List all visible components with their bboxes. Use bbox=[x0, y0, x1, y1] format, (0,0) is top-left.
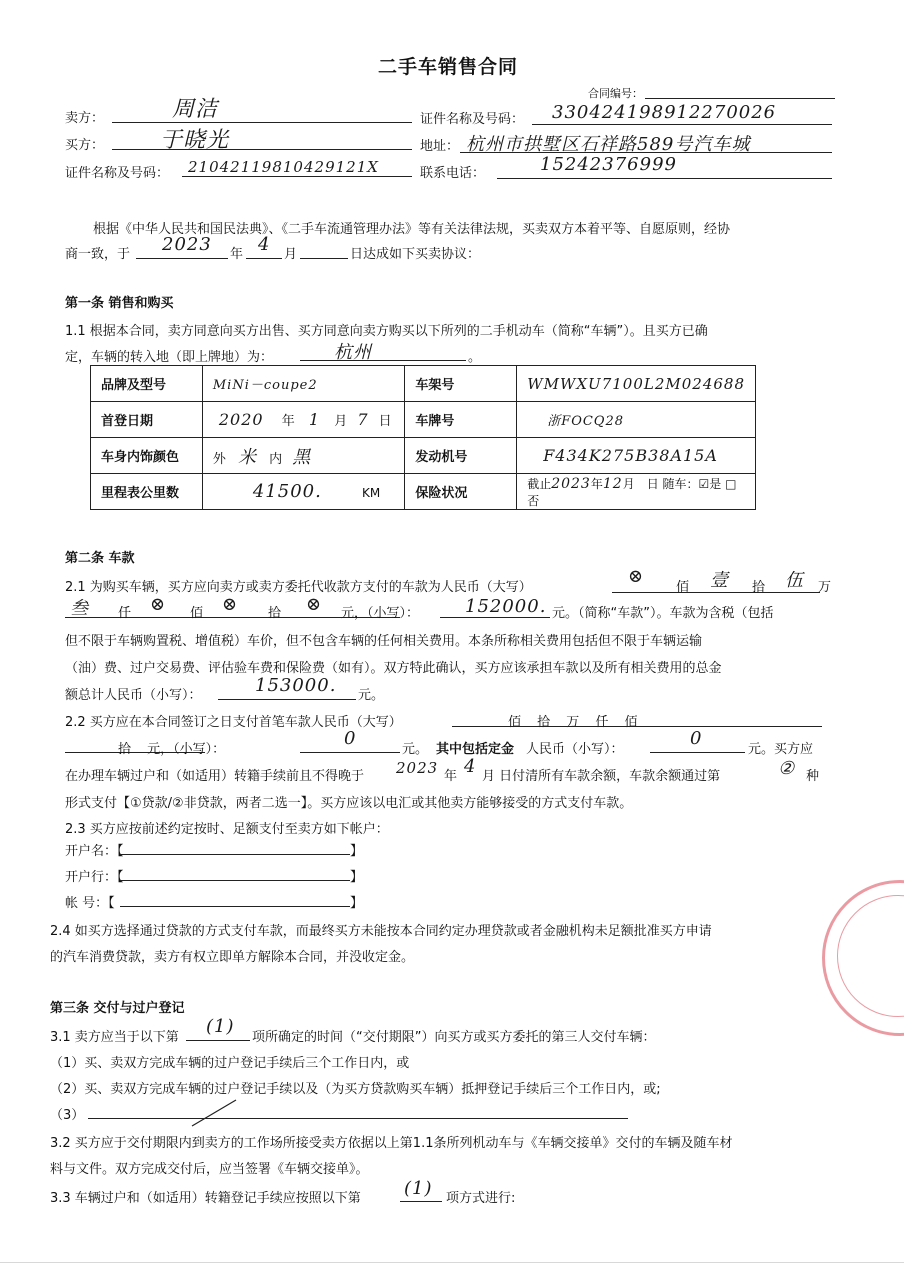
buyer-name: 于晓光 bbox=[160, 128, 230, 153]
frame-value: WMWXU7100L2M024688 bbox=[517, 366, 756, 402]
p21-line-a: 2.1 为购买车辆，买方应向卖方或卖方委托代收款方支付的车款为人民币（大写） bbox=[65, 580, 532, 595]
reg-date-label: 首登日期 bbox=[91, 402, 203, 438]
account-number-label: 帐 号：【 bbox=[65, 896, 115, 911]
intro-month-unit: 月 bbox=[284, 247, 298, 262]
intro-year: 2023 bbox=[162, 234, 212, 255]
article-3-heading: 第三条 交付与过户登记 bbox=[50, 1001, 185, 1016]
option-3-line bbox=[88, 1118, 628, 1119]
account-name-close: 】 bbox=[350, 844, 364, 859]
amount-shi-wan: 壹 bbox=[710, 570, 729, 591]
p21-line-f: 元。 bbox=[358, 688, 385, 703]
brand-label: 品牌及型号 bbox=[91, 366, 203, 402]
amount-line-1 bbox=[612, 592, 820, 593]
seller-id-label: 证件名称及号码： bbox=[420, 112, 525, 127]
reg-month: 1 bbox=[308, 410, 321, 429]
p22-line-g: 种 bbox=[806, 769, 820, 784]
p33-choice: (1) bbox=[404, 1178, 433, 1199]
intro-year-line bbox=[136, 258, 228, 259]
phone-label: 联系电话： bbox=[420, 166, 486, 181]
p32-line-a: 3.2 买方应于交付期限内到卖方的工作场所接受卖方依据以上第1.1条所列机动车与《车辆交接单》交付的车辆及随车材 bbox=[50, 1136, 733, 1151]
engine-value: F434K275B38A15A bbox=[517, 438, 756, 474]
reg-year: 2020 bbox=[218, 410, 264, 429]
p23-text: 2.3 买方应按前述约定按时、足额支付至卖方如下帐户： bbox=[65, 822, 389, 837]
account-name-line bbox=[120, 854, 350, 855]
intro-month: 4 bbox=[258, 234, 271, 255]
deposit-line bbox=[650, 752, 745, 753]
p33-line-a: 3.3 车辆过户和（如适用）转籍登记手续应按照以下第 bbox=[50, 1191, 361, 1206]
insurance-value bbox=[517, 474, 756, 510]
intro-month-line bbox=[246, 258, 282, 259]
table-row bbox=[91, 366, 756, 402]
amount-bai: ⊗ bbox=[150, 594, 167, 615]
odometer-reading: 41500. bbox=[252, 481, 322, 502]
frame-label: 车架号 bbox=[405, 366, 517, 402]
account-bank-line bbox=[120, 880, 350, 881]
insurance-year: 2023 bbox=[551, 475, 591, 492]
odometer-value bbox=[202, 474, 404, 510]
total-line bbox=[218, 699, 356, 700]
account-number-close: 】 bbox=[350, 896, 364, 911]
insurance-month: 12 bbox=[602, 475, 623, 492]
buyer-id-label: 证件名称及号码： bbox=[65, 166, 170, 181]
article-1-para-line-1: 1.1 根据本合同，卖方同意向买方出售、买方同意向卖方购买以下所列的二手机动车（简称“车辆”）。且买方已确 bbox=[65, 324, 708, 339]
buyer-id-line bbox=[182, 176, 412, 177]
insurance-label: 保险状况 bbox=[405, 474, 517, 510]
p22-blank-line-1 bbox=[452, 726, 822, 727]
unit-bai: 佰 bbox=[676, 580, 690, 595]
unit-shi: 拾 bbox=[752, 580, 766, 595]
p22-line-h: 形式支付【①贷款/②非贷款，两者二选一】。买方应该以电汇或其他卖方能够接受的方式支付车款。 bbox=[65, 796, 633, 811]
due-month: 4 bbox=[464, 756, 477, 777]
color-value bbox=[202, 438, 404, 474]
p32-line-b: 料与文件。双方完成交付后，应当签署《车辆交接单》。 bbox=[50, 1162, 369, 1177]
deposit-value: 0 bbox=[690, 728, 703, 749]
address-value: 杭州市拱墅区石祥路589号汽车城 bbox=[466, 134, 751, 155]
amount-qian: 叁 bbox=[70, 598, 89, 619]
total-amount: 153000. bbox=[255, 675, 337, 696]
p21-line-c: 但不限于车辆购置税、增值税）车价，但不包含车辆的任何相关费用。本条所称相关费用包括但不限于车辆运输 bbox=[65, 634, 703, 649]
table-row bbox=[91, 402, 756, 438]
insurance-no-checkbox[interactable]: □否 bbox=[527, 476, 737, 508]
seller-id-number: 330424198912270026 bbox=[552, 102, 777, 123]
vehicle-info-table bbox=[90, 365, 756, 510]
p22-line-d: 元。买方应 bbox=[748, 742, 814, 757]
reg-year-unit: 年 bbox=[281, 414, 295, 429]
odometer-unit: KM bbox=[361, 486, 381, 500]
unit-wan: 万 bbox=[818, 580, 832, 595]
account-number-line bbox=[120, 906, 350, 907]
buyer-line bbox=[112, 149, 412, 150]
color-label: 车身内饰颜色 bbox=[91, 438, 203, 474]
p31-choice: (1) bbox=[206, 1016, 235, 1037]
seller-label: 卖方： bbox=[65, 111, 105, 126]
option-2: （2）买、卖双方完成车辆的过户登记手续以及（为买方贷款购买车辆）抵押登记手续后三个工作日内，或; bbox=[50, 1082, 661, 1097]
address-label: 地址： bbox=[420, 139, 460, 154]
page-bottom-rule bbox=[0, 1262, 904, 1263]
p24-line-b: 的汽车消费贷款，卖方有权立即单方解除本合同，并没收定金。 bbox=[50, 950, 415, 965]
intro-line-2b: 日达成如下买卖协议： bbox=[350, 247, 481, 262]
account-name-label: 开户名：【 bbox=[65, 844, 124, 859]
pay-method: ② bbox=[778, 758, 796, 779]
contract-number-label: 合同编号： bbox=[588, 87, 643, 100]
contract-number-line bbox=[645, 98, 835, 99]
option-3: （3） bbox=[50, 1108, 85, 1123]
plate-label: 车牌号 bbox=[405, 402, 517, 438]
brand-value: MiNi－coupe2 bbox=[202, 366, 404, 402]
seller-name: 周洁 bbox=[172, 97, 219, 122]
contract-title: 二手车销售合同 bbox=[378, 56, 519, 78]
due-year-unit: 年 bbox=[444, 769, 458, 784]
p22-line-e: 在办理车辆过户和（如适用）转籍手续前且不得晚于 bbox=[65, 769, 365, 784]
p24-line-a: 2.4 如买方选择通过贷款的方式支付车款，而最终买方未能按本合同约定办理贷款或者金融机构未足额批准买方申请 bbox=[50, 924, 712, 939]
insurance-prefix: 截止 bbox=[527, 476, 552, 491]
phone-line bbox=[497, 178, 832, 179]
intro-line-1: 根据《中华人民共和国民法典》、《二手车流通管理办法》等有关法律法规，买卖双方本着平等、自愿原则，经协 bbox=[93, 222, 731, 237]
account-bank-label: 开户行：【 bbox=[65, 870, 124, 885]
seller-id-line bbox=[532, 124, 832, 125]
reg-month-unit: 月 bbox=[334, 414, 348, 429]
down-small: 0 bbox=[344, 728, 357, 749]
seller-line bbox=[112, 122, 412, 123]
unit-qian: 仟 bbox=[118, 606, 132, 621]
unit-shi-2: 拾 bbox=[268, 606, 282, 621]
insurance-yes-checkbox[interactable]: ☑是 bbox=[698, 476, 722, 491]
p22-line-f: 月 日付清所有车款余额，车款余额通过第 bbox=[482, 769, 721, 784]
destination-value: 杭州 bbox=[334, 342, 372, 363]
p33-line-b: 项方式进行: bbox=[446, 1191, 516, 1206]
amount-yuan: ⊗ bbox=[306, 594, 323, 615]
p31-line-b: 项所确定的时间（“交付期限”）向买方或买方委托的第三人交付车辆： bbox=[252, 1030, 656, 1045]
phone-number: 15242376999 bbox=[540, 154, 677, 175]
amount-small: 152000. bbox=[465, 596, 547, 617]
article-1-para-end: 。 bbox=[468, 350, 482, 365]
company-seal-stamp bbox=[822, 880, 904, 1036]
plate-value: 浙FOCQ28 bbox=[517, 402, 756, 438]
p22-units-2: 拾 元，（小写）： bbox=[118, 742, 226, 757]
p31-choice-line bbox=[186, 1040, 250, 1041]
inner-color: 黑 bbox=[292, 446, 312, 468]
p22-line-a: 2.2 买方应在本合同签订之日支付首笔车款人民币（大写） bbox=[65, 715, 402, 730]
buyer-label: 买方： bbox=[65, 138, 105, 153]
article-1-para-line-2: 定，车辆的转入地（即上牌地）为： bbox=[65, 350, 274, 365]
p22-line-c: 人民币（小写）： bbox=[526, 742, 624, 757]
article-2-heading: 第二条 车款 bbox=[65, 551, 135, 566]
unit-yuan: 元，（小写）： bbox=[341, 606, 420, 621]
reg-day-unit: 日 bbox=[378, 414, 392, 429]
reg-day: 7 bbox=[357, 410, 369, 429]
unit-bai-2: 佰 bbox=[190, 606, 204, 621]
intro-line-2a: 商一致，于 bbox=[65, 247, 131, 262]
amount-bai-wan: ⊗ bbox=[628, 566, 645, 587]
p21-line-d: （油）费、过户交易费、评估验车费和保险费（如有）。双方特此确认，买方应该承担车款以及所有相关费用的总金 bbox=[65, 661, 722, 676]
outer-color-label: 外 bbox=[212, 451, 226, 467]
odometer-label: 里程表公里数 bbox=[91, 474, 203, 510]
insurance-rest: 日 随车： bbox=[646, 476, 699, 491]
amount-small-line bbox=[440, 617, 550, 618]
down-small-line bbox=[300, 752, 400, 753]
insurance-month-unit: 月 bbox=[622, 476, 635, 491]
p21-line-e: 额总计人民币（小写）： bbox=[65, 688, 202, 703]
p33-choice-line bbox=[400, 1201, 442, 1202]
reg-date-value bbox=[202, 402, 404, 438]
p22-deposit-bold: 其中包括定金 bbox=[436, 742, 515, 757]
p31-line-a: 3.1 卖方应当于以下第 bbox=[50, 1030, 179, 1045]
p21-line-b: 元。（简称“车款”）。车款为含税（包括 bbox=[552, 606, 774, 621]
destination-line bbox=[300, 360, 466, 361]
p22-units-1: 佰 拾 万 仟 佰 bbox=[508, 715, 638, 730]
table-row bbox=[91, 438, 756, 474]
engine-label: 发动机号 bbox=[405, 438, 517, 474]
inner-color-label: 内 bbox=[269, 451, 283, 467]
amount-shi: ⊗ bbox=[222, 594, 239, 615]
p22-line-b: 元。 bbox=[402, 742, 429, 757]
account-bank-close: 】 bbox=[350, 870, 364, 885]
amount-wan: 伍 bbox=[785, 570, 804, 591]
due-year: 2023 bbox=[396, 759, 439, 777]
outer-color: 米 bbox=[238, 446, 257, 468]
insurance-year-unit: 年 bbox=[590, 476, 603, 491]
option-3-strike-mark bbox=[190, 1098, 240, 1128]
option-1: （1）买、卖双方完成车辆的过户登记手续后三个工作日内，或 bbox=[50, 1056, 410, 1071]
table-row bbox=[91, 474, 756, 510]
intro-day-line bbox=[300, 258, 348, 259]
intro-year-unit: 年 bbox=[230, 247, 244, 262]
buyer-id-number: 21042119810429121X bbox=[188, 158, 379, 176]
article-1-heading: 第一条 销售和购买 bbox=[65, 296, 174, 311]
